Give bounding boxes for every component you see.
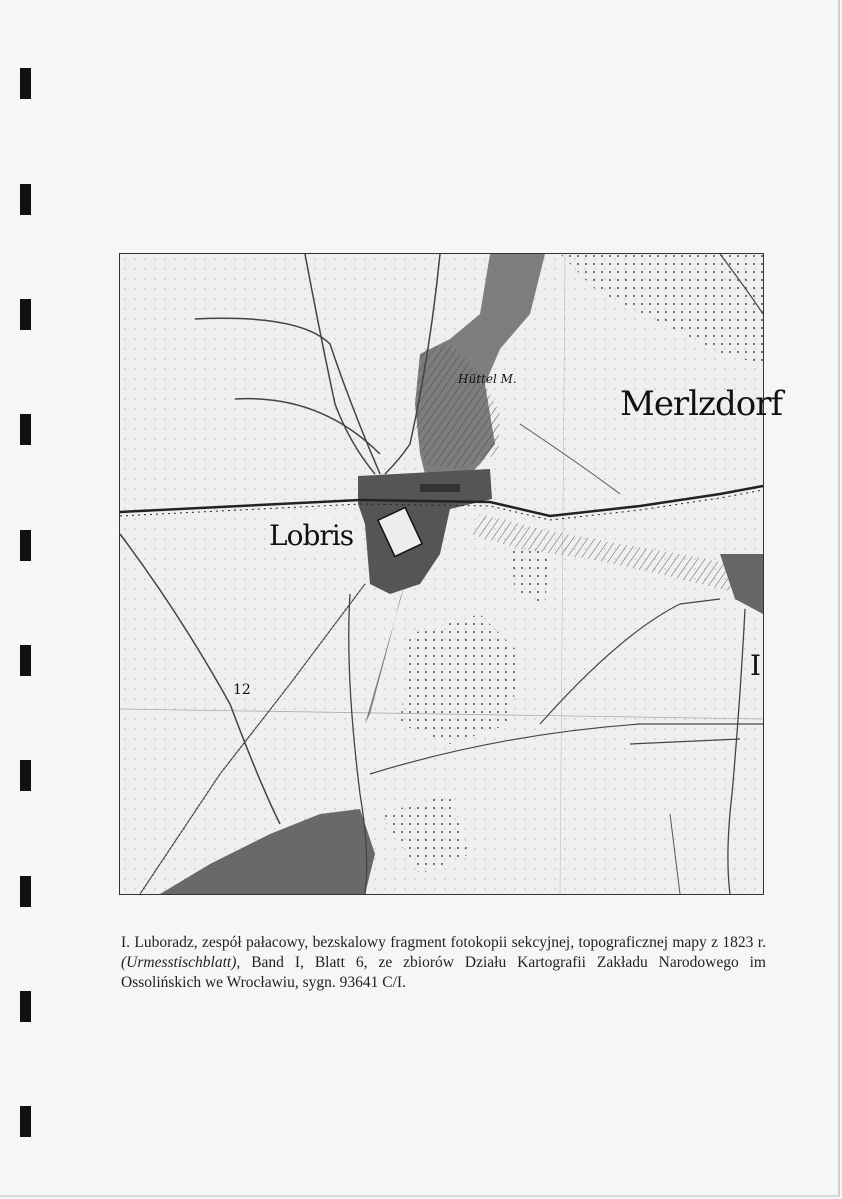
map-label-hill: Hüttel M. bbox=[458, 372, 517, 386]
binding-mark bbox=[20, 760, 31, 791]
map-label-number: 12 bbox=[233, 682, 251, 698]
caption-text: I. Luboradz, zespół pałacowy, bezskalowy fragment fotokopii sekcyjnej, topograficznej mapy z 1823 r. bbox=[121, 934, 766, 951]
binding-mark bbox=[20, 414, 31, 445]
map-drawing bbox=[120, 254, 763, 894]
binding-mark bbox=[20, 876, 31, 907]
binding-mark bbox=[20, 991, 31, 1022]
binding-mark bbox=[20, 1106, 31, 1137]
binding-mark bbox=[20, 68, 31, 99]
historic-map bbox=[119, 253, 783, 895]
figure-caption bbox=[121, 933, 766, 993]
map-label-lobris: Lobris bbox=[269, 519, 354, 552]
binding-mark bbox=[20, 184, 31, 215]
map-label-merzdorf: Merlzdorf bbox=[620, 384, 783, 424]
binding-mark bbox=[20, 530, 31, 561]
binding-mark bbox=[20, 645, 31, 676]
binding-mark bbox=[20, 299, 31, 330]
caption-text-continued: Band I, Blatt 6, ze zbiorów Działu Kartografii Zakładu Narodowego im Ossolińskich we Wrocławiu, sygn. 93641 C/I. bbox=[121, 954, 766, 991]
map-label-edge-letter: I bbox=[750, 649, 762, 682]
caption-italic-title: (Urmesstischblatt), bbox=[121, 954, 241, 971]
